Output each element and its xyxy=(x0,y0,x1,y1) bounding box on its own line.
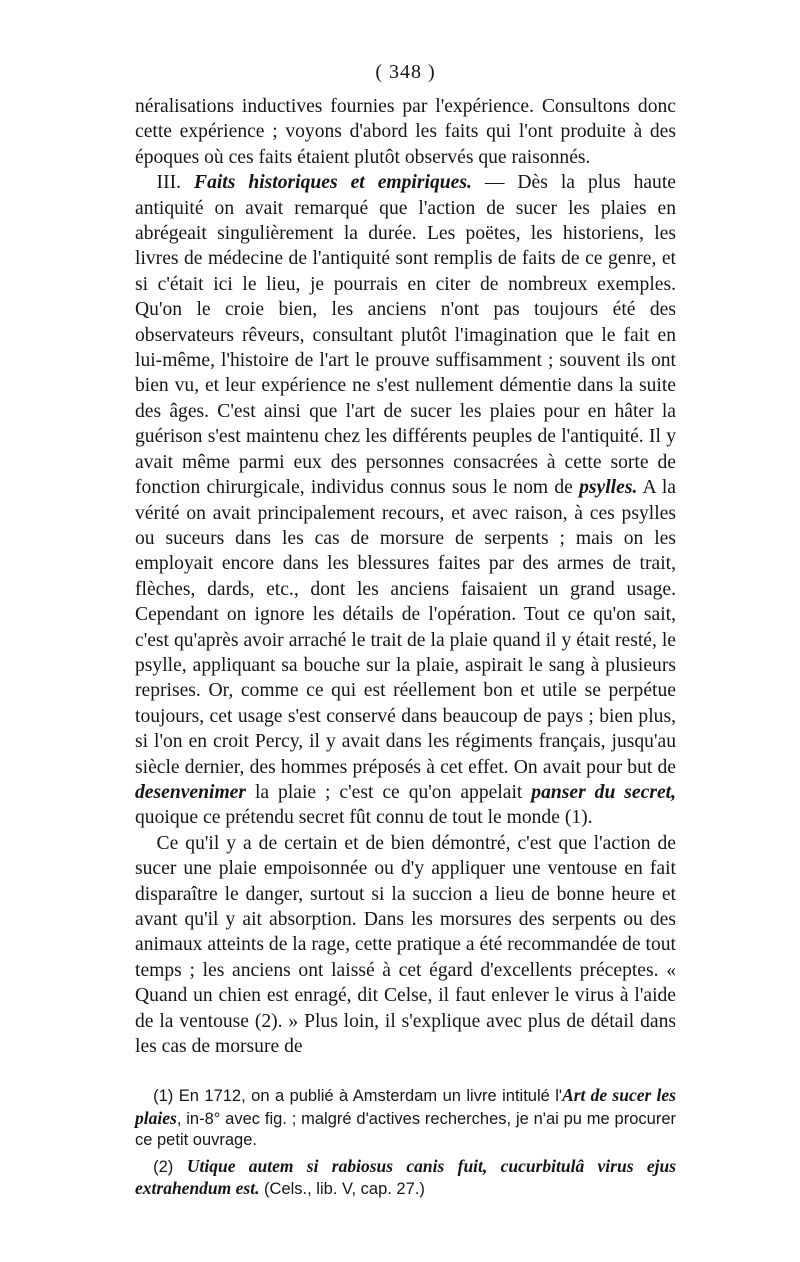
term-desenvenimer: desenvenimer xyxy=(135,781,247,803)
paragraph-2-text-d: quoique ce prétendu secret fût connu de tout le monde (1). xyxy=(135,807,593,829)
paragraph-3: Ce qu'il y a de certain et de bien démontré, c'est que l'action de sucer une plaie empoisonnée ou d'y appliquer une ventouse en fait disparaître le danger, surtout si la succion a lieu de bonne heure et avant qu'il y ait absorption. Dans les morsures des serpents ou des animaux atteints de la rage, cette pratique a été recommandée de tout temps ; les anciens ont laissé à cet égard d'excellents préceptes. « Quand un chien est enragé, dit Celse, il faut enlever le virus à l'aide de la ventouse (2). » Plus loin, il s'explique avec plus de détail dans les cas de morsure de xyxy=(135,832,676,1058)
paragraph-2-text-a: — Dès la plus haute antiquité on avait remarqué que l'action de sucer les plaies en abrégeait singulièrement la durée. Les poëtes, les historiens, les livres de médecine de l'antiquité sont remplis de faits de ce genre, et si c'était ici le lieu, je pourrais en citer de nombreux exemples. Qu'on le croie bien, les anciens n'ont pas toujours été des observateurs rêveurs, consultant plutôt l'imagination que le fait en lui-même, l'histoire de l'art le prouve suffisamment ; souvent ils ont bien vu, et leur expérience ne s'est nullement démentie dans la suite des âges. C'est ainsi que l'art de sucer les plaies pour en hâter la guérison s'est maintenu chez les différents peuples de l'antiquité. Il y avait même parmi eux des personnes consacrées à cette sorte de fonction chirurgicale, individus connus sous le nom de xyxy=(135,172,676,499)
main-text xyxy=(135,94,676,1059)
footnote-1 xyxy=(135,1085,676,1152)
page-number: ( 348 ) xyxy=(375,61,436,83)
footnotes xyxy=(135,1085,676,1201)
footnote-2-reference: (Cels., lib. V, cap. 27.) xyxy=(259,1180,425,1199)
paragraph-2 xyxy=(135,170,676,831)
section-title: Faits historiques et empiriques. xyxy=(194,172,472,194)
paragraph-1: néralisations inductives fournies par l'expérience. Consultons donc cette expérience ; voyons d'abord les faits qui l'ont produite à des époques où ces faits étaient plutôt observés que raisonnés. xyxy=(135,96,676,168)
footnote-1-book-title: Art de sucer les plaies xyxy=(135,1085,676,1128)
term-psylles: psylles. xyxy=(579,477,638,499)
term-panser-du-secret: panser du secret, xyxy=(531,781,676,803)
footnote-1-text-b: , in-8° avec fig. ; malgré d'actives recherches, je n'ai pu me procurer ce petit ouvrage. xyxy=(135,1109,676,1150)
paragraph-2-text-b: A la vérité on avait principalement recours, et avec raison, à ces psylles ou suceurs dans les cas de morsure de serpents ; mais on les employait encore dans les blessures faites par des armes de trait, flèches, dards, etc., dont les anciens faisaient un grand usage. Cependant on ignore les détails de l'opération. Tout ce qu'on sait, c'est qu'après avoir arraché le trait de la plaie quand il y était resté, le psylle, appliquant sa bouche sur la plaie, aspirait le sang à plusieurs reprises. Or, comme ce qui est réellement bon et utile se perpétue toujours, cet usage s'est conservé dans beaucoup de pays ; bien plus, si l'on en croit Percy, il y avait dans les régiments français, jusqu'au siècle dernier, des hommes préposés à cet effet. On avait pour but de xyxy=(135,477,676,778)
footnote-2-number: (2) xyxy=(153,1157,187,1176)
paragraph-2-text-c: la plaie ; c'est ce qu'on appelait xyxy=(246,781,532,803)
footnote-1-text-a: (1) En 1712, on a publié à Amsterdam un livre intitulé l' xyxy=(153,1087,563,1106)
footnote-2 xyxy=(135,1156,676,1201)
section-number: III. xyxy=(156,172,182,194)
footnote-2-latin-quote: Utique autem si rabiosus canis fuit, cucurbitulâ virus ejus extrahendum est. xyxy=(135,1155,677,1199)
